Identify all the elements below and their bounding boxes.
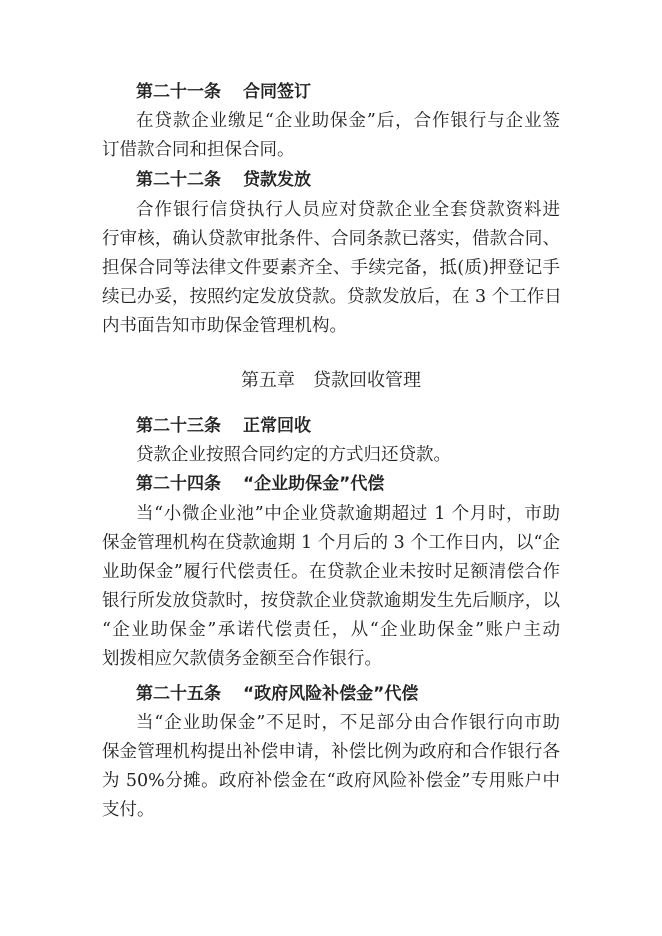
text-line: 贷款企业按照合同约定的方式归还贷款。 [136, 445, 451, 465]
text-line: 业助保金”履行代偿责任。在贷款企业未按时足额清偿合作 [102, 562, 560, 582]
article-23-heading [136, 412, 594, 441]
article-title: “企业助保金”代偿 [243, 474, 385, 494]
article-number: 第二十五条 [136, 684, 221, 704]
article-number: 第二十一条 [136, 82, 221, 102]
text-line: 银行所发放贷款时，按贷款企业贷款逾期发生先后顺序，以 [102, 591, 560, 611]
article-title: 合同签订 [243, 82, 311, 102]
article-number: 第二十四条 [136, 474, 221, 494]
article-number: 第二十三条 [136, 416, 221, 436]
text-line: “企业助保金”承诺代偿责任，从“企业助保金”账户主动 [102, 620, 560, 640]
chapter-title: 贷款回收管理 [313, 370, 421, 391]
text-line: 划拨相应欠款债务金额至合作银行。 [102, 649, 382, 669]
text-line: 合作银行信贷执行人员应对贷款企业全套贷款资料进 [136, 200, 560, 220]
article-title: “政府风险补偿金”代偿 [243, 684, 419, 704]
text-line: 担保合同等法律文件要素齐全、手续完备，抵(质)押登记手 [102, 258, 560, 278]
chapter-heading [0, 366, 662, 395]
article-title: 正常回收 [243, 416, 311, 436]
text-line: 当“企业助保金”不足时，不足部分由合作银行向市助 [136, 713, 560, 733]
text-line: 为 50%分摊。政府补偿金在“政府风险补偿金”专用账户中 [102, 771, 560, 791]
text-line: 支付。 [102, 800, 155, 820]
text-line: 保金管理机构在贷款逾期 1 个月后的 3 个工作日内，以“企 [102, 533, 560, 553]
text-line: 行审核，确认贷款审批条件、合同条款已落实，借款合同、 [102, 229, 560, 249]
article-title: 贷款发放 [243, 170, 311, 190]
chapter-number: 第五章 [241, 370, 295, 391]
text-line: 订借款合同和担保合同。 [102, 140, 295, 160]
text-line: 当“小微企业池”中企业贷款逾期超过 1 个月时，市助 [136, 504, 560, 524]
text-line: 在贷款企业缴足“企业助保金”后，合作银行与企业签 [136, 111, 560, 131]
article-21-heading [136, 78, 594, 107]
text-line: 续已办妥，按照约定发放贷款。贷款发放后，在 3 个工作日 [102, 287, 562, 307]
text-line: 内书面告知市助保金管理机构。 [102, 316, 347, 336]
article-25-heading [136, 680, 594, 709]
article-number: 第二十二条 [136, 170, 221, 190]
article-22-heading [136, 166, 594, 195]
article-24-heading [136, 470, 594, 499]
text-line: 保金管理机构提出补偿申请，补偿比例为政府和合作银行各 [102, 742, 560, 762]
